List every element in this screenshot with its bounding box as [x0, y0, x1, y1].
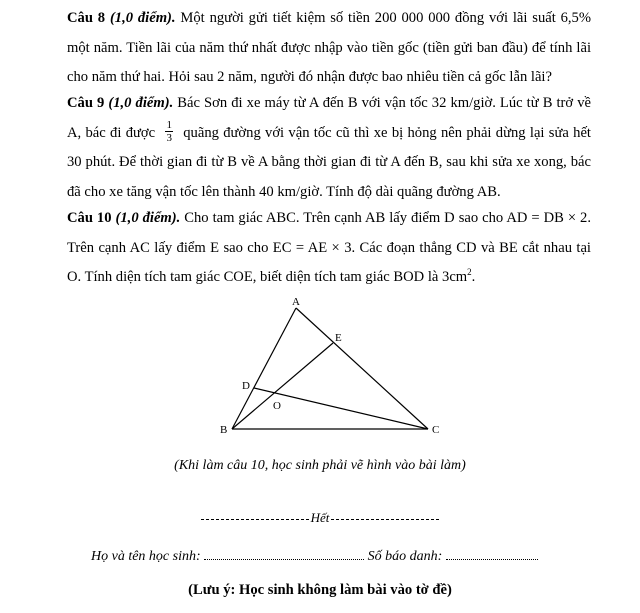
question-8	[67, 4, 591, 93]
fraction-denominator: 3	[166, 131, 172, 144]
question-9-points: (1,0 điểm).	[108, 95, 174, 111]
end-dash-left	[201, 518, 309, 520]
question-9	[67, 89, 591, 207]
side-ac	[296, 308, 428, 429]
student-id-label: Số báo danh:	[367, 549, 443, 564]
point-label-e: E	[335, 332, 342, 344]
point-label-c: C	[432, 424, 440, 436]
question-9-text-after: quãng đường với vận tốc cũ thì xe bị hỏng nên phải dừng lại sửa hết 30 phút. Để thời gian đi từ B về A bằng thời gian đi từ A đến B, sau khi sửa xe xong, bác đã cho xe tăng vận tốc lên thành 40 km/giờ. Tính độ dài quãng đường AB.	[67, 124, 591, 200]
question-8-label: Câu 8	[67, 10, 106, 26]
student-name-field[interactable]	[204, 558, 364, 560]
question-9-label: Câu 9	[67, 95, 105, 111]
triangle-figure	[214, 290, 444, 440]
side-ab	[232, 308, 296, 429]
student-name-label: Họ và tên học sinh:	[91, 549, 201, 564]
question-9-text-before: Bác Sơn đi xe máy từ A đến B với vận tốc 32 km/giờ. Lúc từ B trở về A, bác đi được	[67, 95, 591, 141]
point-label-d: D	[242, 380, 250, 392]
question-10	[67, 204, 591, 293]
question-8-text: Một người gửi tiết kiệm số tiền 200 000 000 đồng với lãi suất 6,5% một năm. Tiền lãi của năm thứ nhất được nhập vào tiền gốc (tiền gửi ban đầu) để tính lãi cho năm thứ hai. Hỏi sau 2 năm, người đó nhận được bao nhiêu tiền cả gốc lẫn lãi?	[67, 10, 592, 85]
fraction-one-third	[165, 119, 173, 144]
student-info-line	[91, 549, 591, 565]
point-label-a: A	[292, 296, 300, 308]
squared-superscript: 2	[467, 267, 472, 278]
question-10-points: (1,0 điểm).	[115, 210, 181, 226]
exam-note: (Lưu ý: Học sinh không làm bài vào tờ đề)	[188, 582, 452, 598]
point-label-o: O	[273, 400, 281, 412]
end-marker	[0, 510, 640, 526]
point-label-b: B	[220, 424, 228, 436]
question-10-label: Câu 10	[67, 210, 112, 226]
question-10-tail: .	[471, 269, 476, 285]
fraction-numerator: 1	[166, 118, 172, 131]
question-8-points: (1,0 điểm).	[109, 10, 176, 26]
student-id-field[interactable]	[446, 558, 538, 560]
question-10-text: Cho tam giác ABC. Trên cạnh AB lấy điểm D sao cho AD = DB × 2. Trên cạnh AC lấy điểm E sao cho EC = AE × 3. Các đoạn thẳng CD và BE cắt nhau tại O. Tính diện tích tam giác COE, biết diện tích tam giác BOD là 3cm	[67, 210, 591, 285]
end-text: Hết	[310, 510, 330, 525]
figure-caption: (Khi làm câu 10, học sinh phải vẽ hình vào bài làm)	[174, 458, 466, 473]
end-dash-right	[331, 518, 439, 520]
